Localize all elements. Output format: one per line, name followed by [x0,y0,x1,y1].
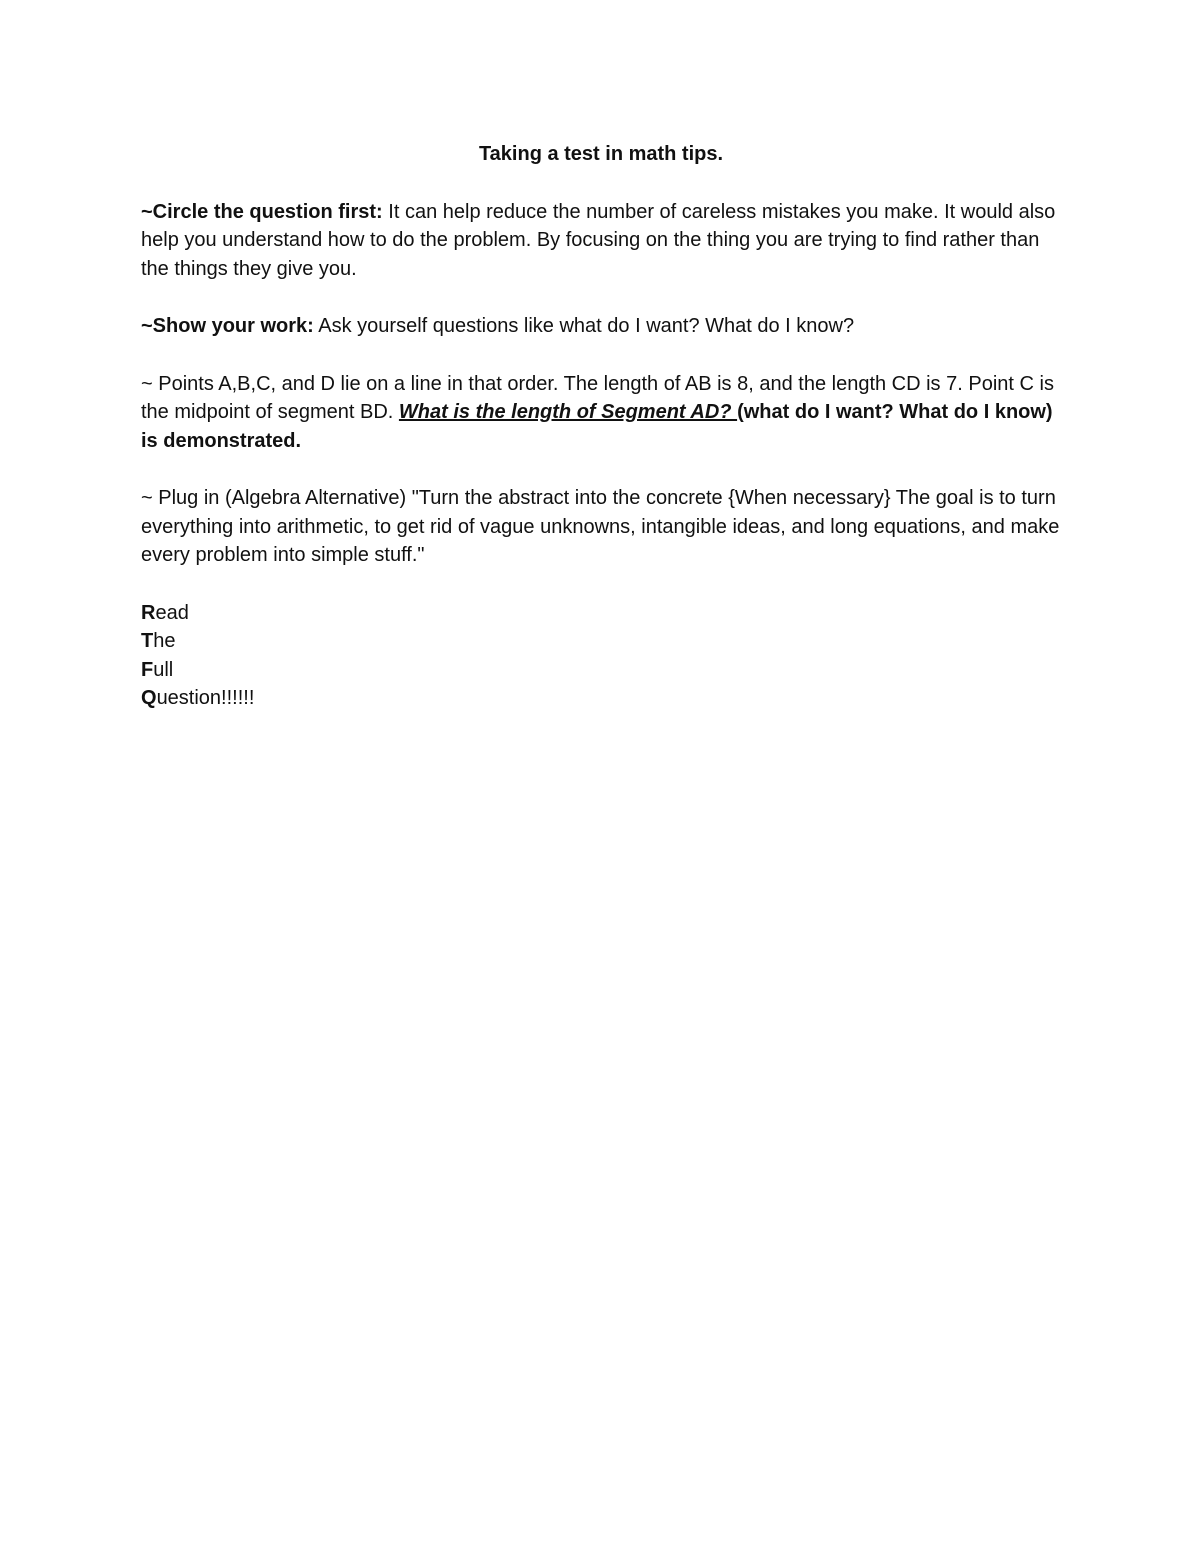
tip-circle-question [141,198,1061,284]
example-problem [141,370,1061,456]
tip-show-work [141,312,1061,341]
acronym-rest: uestion!!!!!! [156,687,255,709]
acronym-initial: T [141,630,154,652]
acronym-line-full [141,656,1061,685]
document-page [141,140,1061,713]
tip-circle-question-text: It can help reduce the number of careless mistakes you make. It would also help you understand how to do the problem. By focusing on the thing you are trying to find rather than the things they give you. [141,200,1056,280]
acronym-initial: R [141,601,156,624]
acronym-rest: ead [155,601,189,624]
acronym-line-question [141,684,1061,713]
document-title: Taking a test in math tips. [478,143,724,165]
tip-circle-question-label: ~Circle the question first: [141,200,383,223]
acronym-rest: ull [153,658,174,681]
acronym-line-the [141,627,1061,656]
acronym-initial: F [141,658,154,681]
example-question: What is the length of Segment AD? [398,401,738,423]
tip-show-work-label: ~Show your work: [141,315,314,337]
acronym-rest: he [153,630,176,652]
example-problem-text: ~ Points A,B,C, and D lie on a line in that order. The length of AB is 8, and the length CD is 7. Point C is the midpoint of segment BD. [141,372,1054,423]
tip-plug-in: ~ Plug in (Algebra Alternative) "Turn the abstract into the concrete {When necessary} The goal is to turn everything into arithmetic, to get rid of vague unknowns, intangible ideas, and long equations, and make every problem into simple stuff." [141,487,1060,566]
acronym-initial: Q [141,687,157,709]
acronym-list [141,599,1061,713]
acronym-line-read [141,599,1061,628]
example-note: (what do I want? What do I know) is demonstrated. [141,401,1053,452]
tip-show-work-text: Ask yourself questions like what do I want? What do I know? [313,315,855,337]
